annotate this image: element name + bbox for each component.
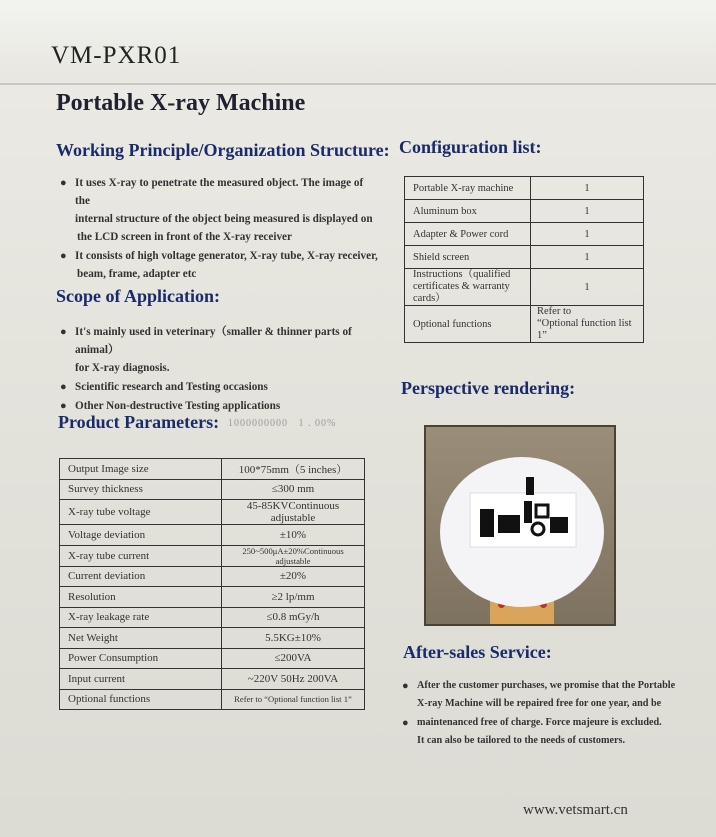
table-row [60,607,365,628]
list-item [400,714,700,750]
config-item-qty: 1 [531,269,644,306]
bullet-text: It's mainly used in veterinary（smaller & thinner parts of animal） [75,326,352,356]
bullet-text: Other Non-destructive Testing applications [75,400,281,412]
config-item-name: Aluminum box [405,200,531,223]
bullet-icon: ● [60,326,67,338]
config-item-qty: 1 [531,177,644,200]
config-item-name: Optional functions [405,306,531,343]
shield-screen [440,457,604,607]
config-item-qty: 1 [531,246,644,269]
table-row [60,500,365,525]
bullet-text: maintenanced free of charge. Force majeure is excluded. [417,717,662,728]
param-value: ≤200VA [222,648,365,669]
table-row [60,689,365,710]
table-row [60,566,365,587]
param-value: ~220V 50Hz 200VA [222,669,365,690]
bullet-text: internal structure of the object being measured is displayed on [75,213,373,225]
param-name: Resolution [60,587,222,608]
param-value: ≤0.8 mGy/h [222,607,365,628]
table-row [60,459,365,480]
bullet-icon: ● [60,381,67,393]
bullet-text: X-ray Machine will be repaired free for one year, and be [417,698,662,709]
bullet-text: It uses X-ray to penetrate the measured object. The image of the [75,177,364,207]
after-sales-list [400,677,700,751]
table-row [60,525,365,546]
param-value: 5.5KG±10% [222,628,365,649]
after-sales-heading: After-sales Service: [403,642,552,662]
param-value: ≤300 mm [222,479,365,500]
table-row [60,669,365,690]
config-item-qty: 1 [531,200,644,223]
param-value: 250~500μA±20%Continuous adjustable [222,545,365,566]
config-item-qty: 1 [531,223,644,246]
watermark-text: 1000000000 1 . 00% [228,418,337,429]
table-row [405,269,644,306]
config-item-name: Instructions（qualified [413,269,511,280]
list-item [58,247,378,283]
param-name: X-ray tube current [60,545,222,566]
bullet-text: It consists of high voltage generator, X-ray tube, X-ray receiver, [75,250,378,262]
config-item-name: certificates & warranty cards） [413,281,510,304]
table-row [60,648,365,669]
bullet-text: Scientific research and Testing occasions [75,381,268,393]
param-value: 100*75mm（5 inches） [222,459,365,480]
bullet-icon: ● [402,680,409,692]
list-item [58,323,378,377]
param-name: Net Weight [60,628,222,649]
header-divider [0,83,716,85]
param-value: Refer to “Optional function list 1” [222,689,365,710]
table-row [60,479,365,500]
config-item-qty: Refer to [537,306,572,317]
param-name: Input current [60,669,222,690]
product-photo [424,425,616,626]
config-item-qty: “Optional function list 1” [537,318,632,341]
bullet-icon: ● [60,250,67,262]
list-item [58,378,378,396]
table-row [60,587,365,608]
table-row [405,306,644,343]
bullet-text: the LCD screen in front of the X-ray receiver [77,231,292,243]
perspective-heading: Perspective rendering: [401,378,576,398]
list-item [400,677,700,713]
table-row [405,200,644,223]
param-value: ≥2 lp/mm [222,587,365,608]
page-title: Portable X-ray Machine [56,90,306,116]
scope-heading: Scope of Application: [56,286,221,306]
model-number: VM-PXR01 [51,42,182,69]
bullet-text: for X-ray diagnosis. [75,362,170,374]
xray-image-icon [440,457,604,607]
param-value: 45-85KVContinuous adjustable [222,500,365,525]
bullet-text: It can also be tailored to the needs of customers. [417,735,626,746]
bullet-icon: ● [60,400,67,412]
configuration-table [404,176,644,343]
param-name: Optional functions [60,689,222,710]
bullet-text: After the customer purchases, we promise that the Portable [417,680,676,691]
table-row [405,246,644,269]
param-name: X-ray leakage rate [60,607,222,628]
param-name: Current deviation [60,566,222,587]
param-name: Power Consumption [60,648,222,669]
parameters-table [59,458,365,710]
table-row [405,177,644,200]
parameters-heading: Product Parameters: [58,412,220,432]
bullet-text: beam, frame, adapter etc [77,268,197,280]
bullet-icon: ● [402,717,409,729]
config-item-name: Adapter & Power cord [405,223,531,246]
configuration-heading: Configuration list: [399,137,542,157]
table-row [405,223,644,246]
scope-list [58,323,378,416]
config-item-name: Portable X-ray machine [405,177,531,200]
working-principle-heading: Working Principle/Organization Structure: [56,140,390,160]
param-name: X-ray tube voltage [60,500,222,525]
list-item [58,174,378,246]
footer-url: www.vetsmart.cn [523,802,628,818]
table-row [60,545,365,566]
param-value: ±20% [222,566,365,587]
table-row [60,628,365,649]
param-name: Survey thickness [60,479,222,500]
working-principle-list [58,174,378,284]
param-name: Voltage deviation [60,525,222,546]
param-value: ±10% [222,525,365,546]
bullet-icon: ● [60,177,67,189]
config-item-name: Shield screen [405,246,531,269]
param-name: Output Image size [60,459,222,480]
